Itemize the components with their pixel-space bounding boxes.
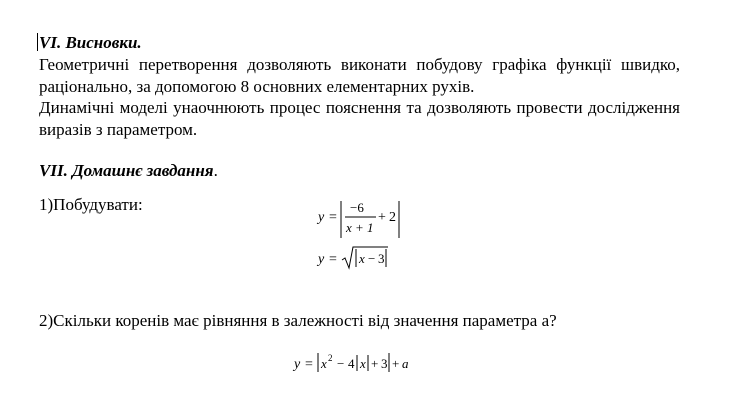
formula-1-numerator: −6 xyxy=(350,200,364,215)
formula-1-lhs: y xyxy=(318,210,325,225)
formula-1-denominator: x + 1 xyxy=(346,220,374,235)
formula-3-eq: = xyxy=(305,357,313,372)
section-7-heading xyxy=(39,161,218,181)
task-1-label: 1)Побудувати: xyxy=(39,195,143,214)
formula-3-var: x xyxy=(321,356,327,371)
section-6-heading: VI. Висновки. xyxy=(39,33,142,52)
conclusion-paragraph-2: Динамічні моделі унаочнюють процес пояснення та дозволяють провести дослідження виразів з параметром. xyxy=(39,98,680,139)
formula-3-var2: x xyxy=(360,356,366,371)
formula-3-minus: − xyxy=(337,356,345,371)
formula-3-plus2: + xyxy=(392,356,400,371)
formula-3-constant: 3 xyxy=(381,356,388,371)
formula-2-constant: 3 xyxy=(378,251,385,266)
task-2-label: 2)Скільки коренів має рівняння в залежності від значення параметра а? xyxy=(39,311,557,330)
formula-2-eq: = xyxy=(329,252,337,267)
formula-1-eq: = xyxy=(329,210,337,225)
formula-1 xyxy=(314,198,414,242)
conclusion-paragraph-1: Геометричні перетворення дозволяють виконати побудову графіка функції швидко, раціонально, за допомогою 8 основних елементарних рухів. xyxy=(39,55,680,96)
formula-1-plus: + xyxy=(378,210,386,225)
formula-2-var: x xyxy=(359,251,365,266)
formula-3-exponent: 2 xyxy=(328,353,333,363)
text-cursor xyxy=(37,33,38,51)
formula-3-plus1: + xyxy=(371,356,379,371)
formula-3-coef: 4 xyxy=(348,356,355,371)
section-7-heading-text: VII. Домашнє завдання xyxy=(39,161,214,180)
formula-2 xyxy=(314,244,404,274)
formula-2-lhs: y xyxy=(318,252,325,267)
formula-3 xyxy=(292,350,427,376)
formula-1-constant: 2 xyxy=(389,210,396,225)
section-7-heading-dot: . xyxy=(213,161,218,180)
formula-2-minus: − xyxy=(368,251,376,266)
formula-3-param: a xyxy=(402,356,409,371)
formula-3-lhs: y xyxy=(294,357,301,372)
